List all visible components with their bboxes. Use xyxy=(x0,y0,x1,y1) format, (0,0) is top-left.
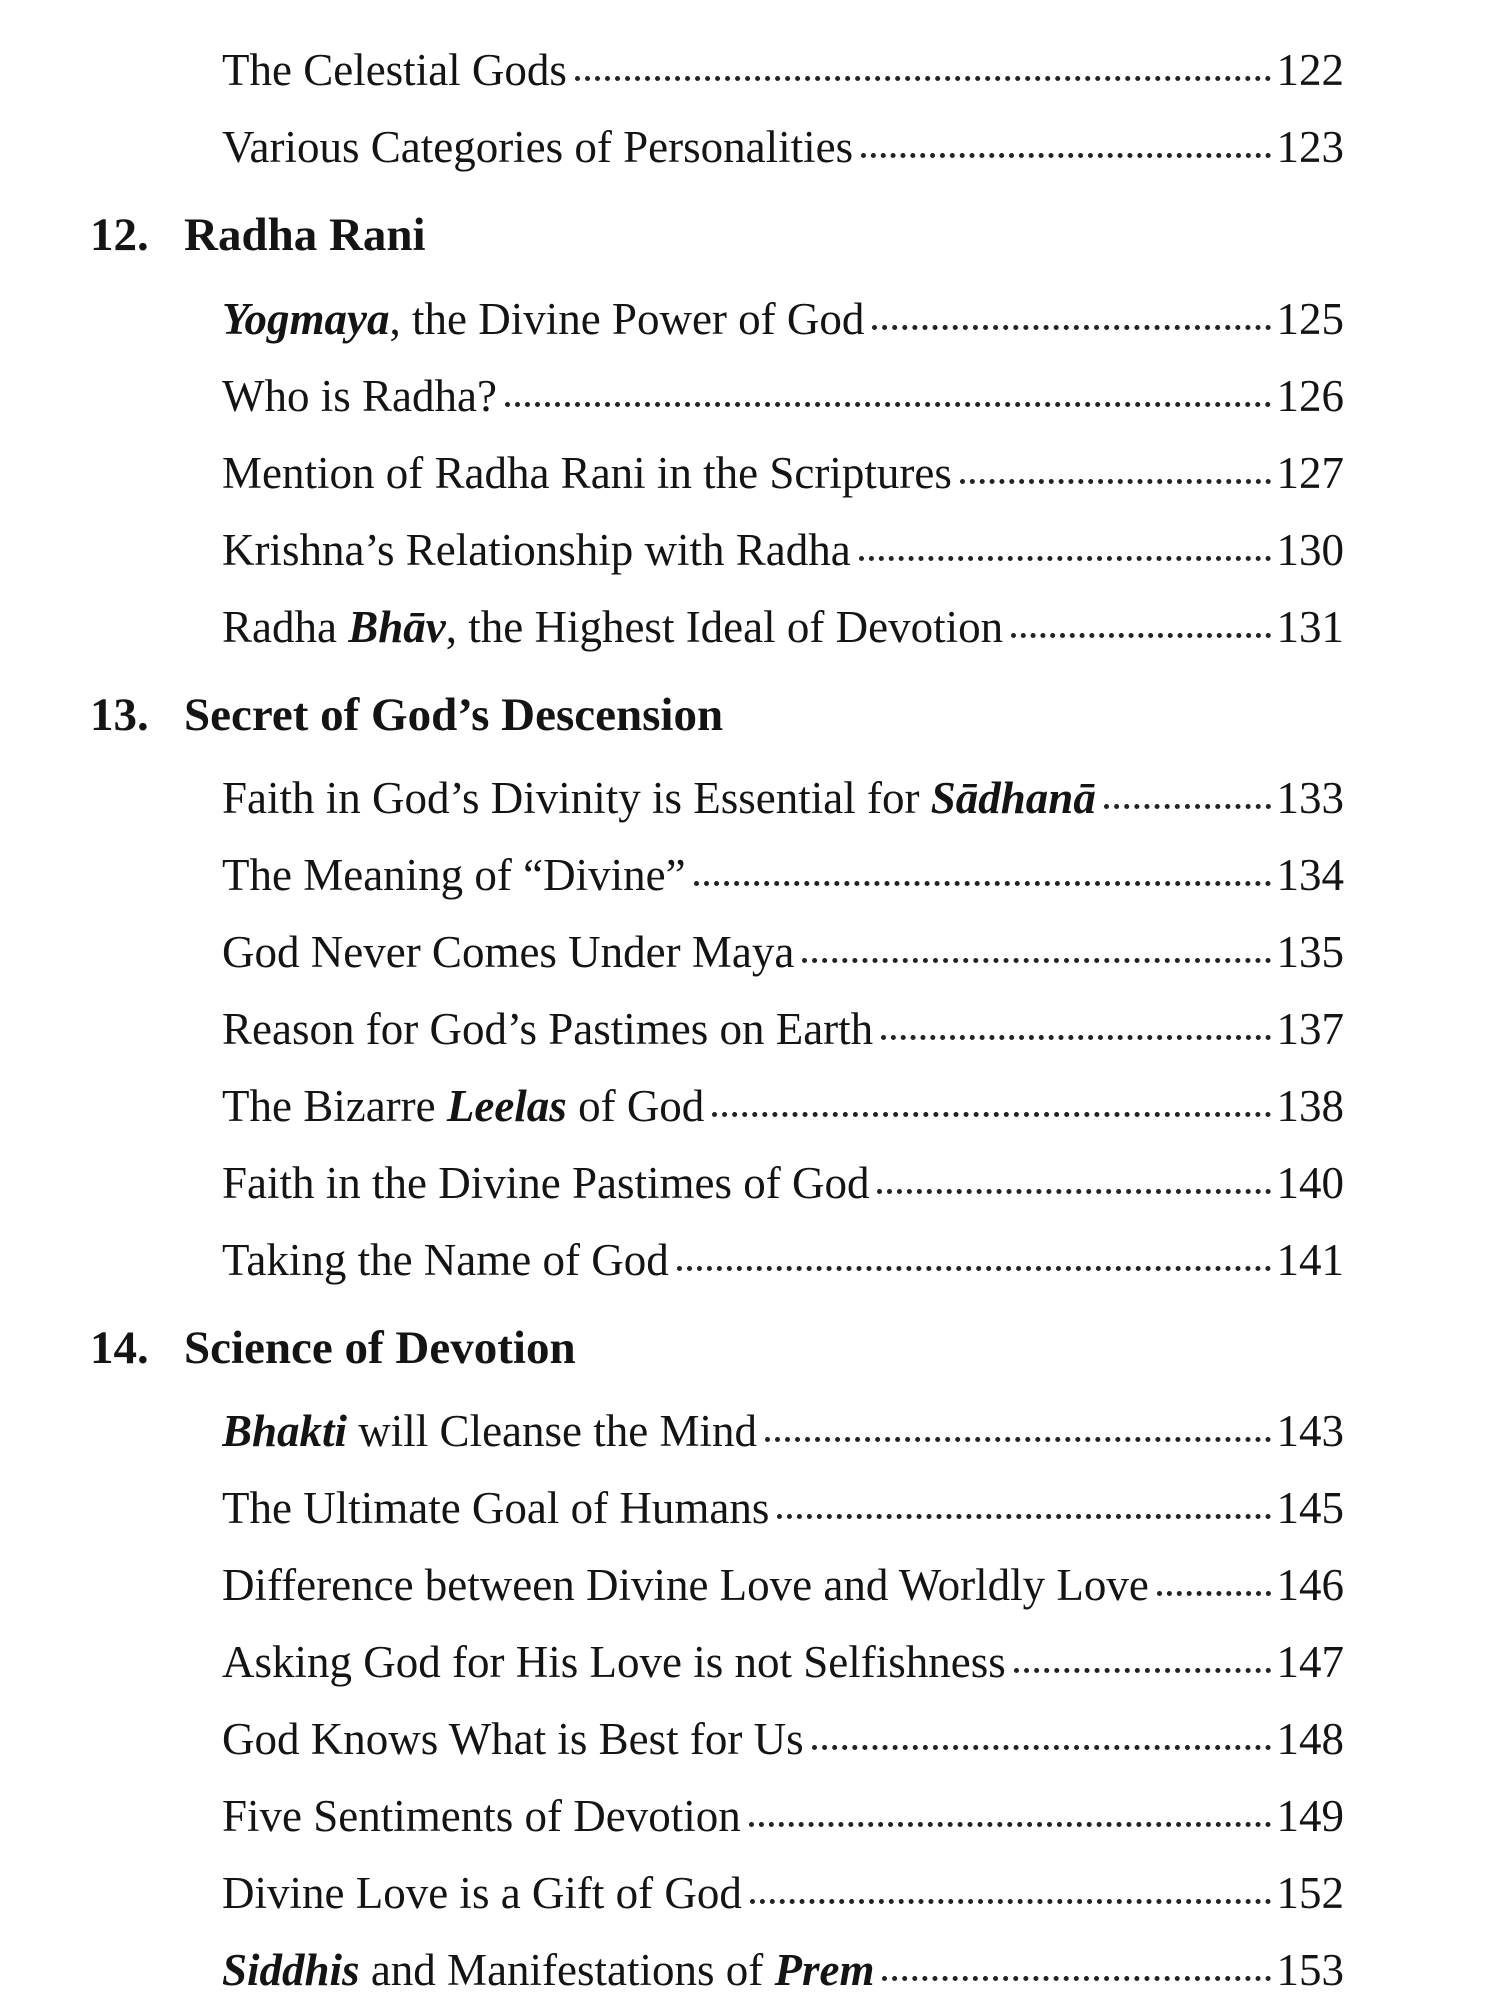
dot-leader xyxy=(872,325,1270,330)
toc-entry-title: Divine Love is a Gift of God xyxy=(222,1868,742,1918)
toc-page-number: 153 xyxy=(1276,1945,1344,1995)
toc-entry-text: will Cleanse the Mind xyxy=(347,1406,757,1456)
toc-entry-text: , the Highest Ideal of Devotion xyxy=(445,602,1004,652)
toc-entry-title: Krishna’s Relationship with Radha xyxy=(222,525,851,575)
dot-leader xyxy=(575,76,1271,81)
toc-page-number: 127 xyxy=(1276,448,1344,498)
toc-entry-title xyxy=(222,1076,704,1136)
italic-term: Bhakti xyxy=(222,1406,348,1456)
toc-entry-text: of God xyxy=(566,1081,705,1131)
toc-entry xyxy=(222,1632,1344,1692)
dot-leader xyxy=(812,1745,1271,1750)
toc-entry xyxy=(222,999,1344,1059)
chapter-title: Science of Devotion xyxy=(184,1322,576,1374)
chapter-heading xyxy=(90,682,723,748)
toc-page-number: 123 xyxy=(1276,122,1344,172)
toc-entry-title: The Meaning of “Divine” xyxy=(222,850,686,900)
toc-page-number: 152 xyxy=(1276,1868,1344,1918)
toc-page-number: 134 xyxy=(1276,850,1344,900)
toc-entry-title: Asking God for His Love is not Selfishness xyxy=(222,1637,1006,1687)
toc-entry-title: Five Sentiments of Devotion xyxy=(222,1791,741,1841)
toc-entry-title: Faith in the Divine Pastimes of God xyxy=(222,1158,870,1208)
dot-leader xyxy=(694,881,1271,886)
chapter-number: 12. xyxy=(90,209,149,261)
dot-leader xyxy=(677,1266,1271,1271)
toc-page-number: 130 xyxy=(1276,525,1344,575)
toc-entry-text: The Bizarre xyxy=(222,1081,447,1131)
dot-leader xyxy=(777,1514,1270,1519)
chapter-title: Radha Rani xyxy=(184,209,426,261)
toc-entry xyxy=(222,443,1344,503)
toc-page-number: 143 xyxy=(1276,1406,1344,1456)
toc-entry xyxy=(222,1230,1344,1290)
toc-entry xyxy=(222,1478,1344,1538)
toc-page-number: 147 xyxy=(1276,1637,1344,1687)
toc-entry-title: God Never Comes Under Maya xyxy=(222,927,795,977)
toc-entry-title xyxy=(222,1401,757,1461)
toc-page-number: 122 xyxy=(1276,45,1344,95)
toc-page-number: 126 xyxy=(1276,371,1344,421)
toc-entry xyxy=(222,40,1344,100)
toc-page-number: 148 xyxy=(1276,1714,1344,1764)
chapter-number: 14. xyxy=(90,1322,149,1374)
toc-entry-title: Taking the Name of God xyxy=(222,1235,669,1285)
toc-page-number: 141 xyxy=(1276,1235,1344,1285)
dot-leader xyxy=(861,153,1270,158)
chapter-title: Secret of God’s Descension xyxy=(184,689,724,741)
toc-page-number: 137 xyxy=(1276,1004,1344,1054)
dot-leader xyxy=(765,1437,1271,1442)
toc-page-number: 135 xyxy=(1276,927,1344,977)
italic-term: Yogmaya xyxy=(222,294,390,344)
dot-leader xyxy=(712,1112,1270,1117)
toc-entry xyxy=(222,117,1344,177)
toc-entry xyxy=(222,1786,1344,1846)
toc-entry xyxy=(222,1940,1344,2000)
toc-entry-text: and Manifestations of xyxy=(359,1945,775,1995)
toc-entry-title: Difference between Divine Love and Worldly Love xyxy=(222,1560,1149,1610)
chapter-number: 13. xyxy=(90,689,149,741)
toc-page-number: 149 xyxy=(1276,1791,1344,1841)
dot-leader xyxy=(882,1976,1270,1981)
toc-entry-title: Mention of Radha Rani in the Scriptures xyxy=(222,448,952,498)
toc-entry xyxy=(222,1555,1344,1615)
dot-leader xyxy=(1011,633,1270,638)
toc-entry xyxy=(222,597,1344,657)
toc-entry-text: Radha xyxy=(222,602,349,652)
dot-leader xyxy=(505,402,1271,407)
toc-page-number: 140 xyxy=(1276,1158,1344,1208)
toc-entry-title: The Celestial Gods xyxy=(222,45,567,95)
toc-entry-title: Various Categories of Personalities xyxy=(222,122,854,172)
toc-entry xyxy=(222,289,1344,349)
italic-term: Prem xyxy=(774,1945,875,1995)
chapter-heading xyxy=(90,1315,576,1381)
toc-entry xyxy=(222,1709,1344,1769)
dot-leader xyxy=(749,1822,1271,1827)
toc-entry xyxy=(222,1863,1344,1923)
toc-entry xyxy=(222,366,1344,426)
toc-page-number: 145 xyxy=(1276,1483,1344,1533)
toc-entry-title: Who is Radha? xyxy=(222,371,497,421)
toc-entry-title: Reason for God’s Pastimes on Earth xyxy=(222,1004,874,1054)
dot-leader xyxy=(1104,804,1271,809)
italic-term: Sādhanā xyxy=(930,773,1096,823)
dot-leader xyxy=(750,1899,1271,1904)
toc-entry-text: Faith in God’s Divinity is Essential for xyxy=(222,773,931,823)
toc-page-number: 131 xyxy=(1276,602,1344,652)
toc-entry-text: , the Divine Power of God xyxy=(389,294,865,344)
dot-leader xyxy=(881,1035,1270,1040)
dot-leader xyxy=(1014,1668,1271,1673)
dot-leader xyxy=(1157,1591,1271,1596)
toc-entry xyxy=(222,520,1344,580)
toc-page-number: 125 xyxy=(1276,294,1344,344)
toc-page-number: 133 xyxy=(1276,773,1344,823)
italic-term: Siddhis xyxy=(222,1945,360,1995)
toc-entry-title xyxy=(222,289,864,349)
toc-entry-title xyxy=(222,597,1003,657)
toc-entry-title xyxy=(222,768,1096,828)
toc-entry xyxy=(222,845,1344,905)
italic-term: Bhāv xyxy=(348,602,446,652)
toc-page-number: 146 xyxy=(1276,1560,1344,1610)
toc-entry xyxy=(222,768,1344,828)
toc-entry-title: God Knows What is Best for Us xyxy=(222,1714,804,1764)
dot-leader xyxy=(802,958,1270,963)
toc-entry-title xyxy=(222,1940,874,2000)
toc-entry xyxy=(222,1401,1344,1461)
toc-page-number: 138 xyxy=(1276,1081,1344,1131)
toc-entry xyxy=(222,922,1344,982)
toc-entry-title: The Ultimate Goal of Humans xyxy=(222,1483,770,1533)
dot-leader xyxy=(859,556,1271,561)
italic-term: Leelas xyxy=(446,1081,567,1131)
chapter-heading xyxy=(90,202,426,268)
toc-entry xyxy=(222,1076,1344,1136)
dot-leader xyxy=(960,479,1271,484)
toc-entry xyxy=(222,1153,1344,1213)
dot-leader xyxy=(877,1189,1270,1194)
